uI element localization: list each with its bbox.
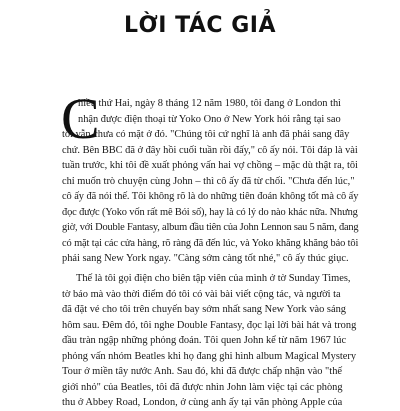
paragraph-2 bbox=[62, 271, 358, 411]
text-line: tuần trước, khi tôi đề xuất phỏng vấn hai vợ chồng – mặc dù thật ra, tôi bbox=[62, 160, 358, 171]
text-line: nhận được điện thoại từ Yoko Ono ở New York hỏi rằng tại sao bbox=[78, 113, 341, 125]
paragraph-1 bbox=[62, 96, 358, 267]
text-line: tôi vẫn chưa có mặt ở đó. "Chúng tôi cứ nghĩ là anh đã phải sang đây bbox=[62, 129, 350, 140]
text-line: hôm sau. Đêm đó, tôi nghe Double Fantasy, đọc lại lời bài hát và trong bbox=[62, 319, 357, 331]
page-title: LỜI TÁC GIẢ bbox=[124, 13, 276, 38]
text-line: thu ở Abbey Road, London, ở cùng anh ấy tại văn phòng Apple của bbox=[62, 397, 343, 408]
text-line: chứ. Bên BBC đã ở đây hồi cuối tuần rồi đấy," cô ấy nói. Tôi đáp là vài bbox=[62, 144, 358, 156]
text-line: Thế là tôi gọi điện cho biên tập viên của mình ở tờ Sunday Times, bbox=[76, 273, 351, 284]
text-line: Tour ở miền tây nước Anh. Sau đó, khi đã được chấp nhận vào "thế bbox=[62, 366, 342, 377]
text-line: phải sang New York ngay. "Càng sớm càng tốt nhé," cô ấy thúc giục. bbox=[62, 253, 349, 264]
text-line: đầu tràn ngập những phỏng đoán. Tôi quen John kể từ năm 1967 lúc bbox=[62, 335, 347, 346]
text-line: phỏng vấn nhóm Beatles khi họ đang ghi hình album Magical Mystery bbox=[62, 350, 357, 362]
drop-cap: C bbox=[61, 86, 100, 151]
text-line: cô ấy đã nói thế. Tôi không rõ là do những tiên đoán không tốt mà cô ấy bbox=[62, 191, 359, 202]
text-line: tờ báo mà vào thời điểm đó tôi có vài bài viết cộng tác, và người ta bbox=[62, 288, 341, 300]
text-line: hiều thứ Hai, ngày 8 tháng 12 năm 1980, tôi đang ở London thì bbox=[78, 98, 342, 109]
text-line: đọc được (Yoko vốn rất mê Bói số), hay là có lý do nào khác nữa. Nhưng bbox=[62, 206, 358, 218]
text-line: có mặt tại các cửa hàng, rõ ràng đã đến lúc, và Yoko khăng khăng bảo tôi bbox=[62, 237, 359, 249]
text-line: chỉ muốn trò chuyện cùng John – thì cô ấy đã từ chối. "Chưa đến lúc," bbox=[62, 175, 355, 187]
text-line: giới nhỏ" của Beatles, tôi đã được nhìn John làm việc tại các phòng bbox=[62, 381, 343, 393]
text-line: giờ, với Double Fantasy, album đầu tiên của John Lennon sau 5 năm, đang bbox=[62, 222, 359, 233]
text-line: đã đặt vé cho tôi trên chuyến bay sớm nhất sang New York vào sáng bbox=[62, 304, 346, 315]
